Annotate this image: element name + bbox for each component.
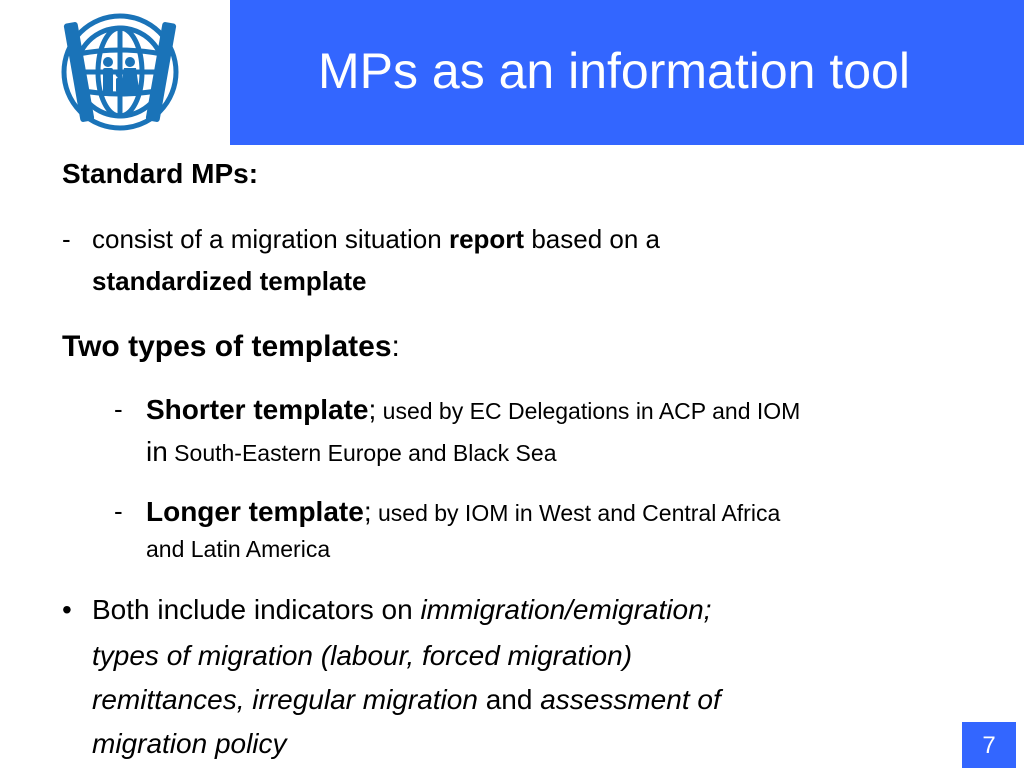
- bullet-italic-a: immigration/emigration;: [420, 594, 712, 625]
- sub2-bold: Longer template: [146, 496, 364, 527]
- templates-heading-bold: Two types of templates: [62, 330, 392, 363]
- bullet-line4: migration policy: [92, 728, 287, 759]
- sub1-marker: -: [114, 394, 123, 424]
- item1-bold-report: report: [448, 224, 525, 254]
- item1-marker: -: [62, 224, 71, 254]
- sub2-semicolon: ;: [363, 496, 372, 527]
- standard-mps-heading: Standard MPs:: [62, 158, 259, 189]
- page-number: 7: [982, 732, 996, 759]
- bullet-line2: types of migration (labour, forced migration): [92, 640, 633, 671]
- sub2-marker: -: [114, 496, 123, 526]
- bullet-marker: •: [62, 594, 72, 625]
- sub1-line1: [146, 394, 800, 426]
- sub1-in: in: [146, 436, 168, 467]
- sub2-line1: [146, 496, 780, 528]
- logo-area: [0, 0, 230, 145]
- bullet-text-a: Both include indicators on: [92, 594, 421, 625]
- iom-logo-icon: [48, 12, 193, 132]
- title-bar: [230, 0, 1024, 145]
- sub1-rest: used by EC Delegations in ACP and IOM: [376, 398, 801, 424]
- item1-bold-template: standardized template: [92, 266, 367, 296]
- templates-heading: [62, 330, 400, 364]
- item1-text-a: consist of a migration situation: [92, 224, 449, 254]
- sub2-line2: and Latin America: [146, 536, 331, 562]
- slide-title: MPs as an information tool: [318, 43, 910, 99]
- item1-text-b: based on a: [524, 224, 660, 254]
- sub1-line2: [146, 436, 556, 468]
- bullet-italic-line3: remittances, irregular migration: [92, 684, 478, 715]
- bullet-and: and: [477, 684, 541, 715]
- sub1-line2-rest: South-Eastern Europe and Black Sea: [167, 440, 557, 466]
- templates-heading-colon: :: [391, 330, 400, 363]
- bullet-italic-b: assessment of: [540, 684, 721, 715]
- bullet-line3: [92, 684, 721, 716]
- sub2-rest: used by IOM in West and Central Africa: [371, 500, 781, 526]
- bullet-line1: [92, 594, 711, 626]
- sub1-bold: Shorter template: [146, 394, 369, 425]
- item1-line1: [92, 224, 660, 255]
- sub1-semicolon: ;: [368, 394, 377, 425]
- page-number-box: [962, 722, 1016, 768]
